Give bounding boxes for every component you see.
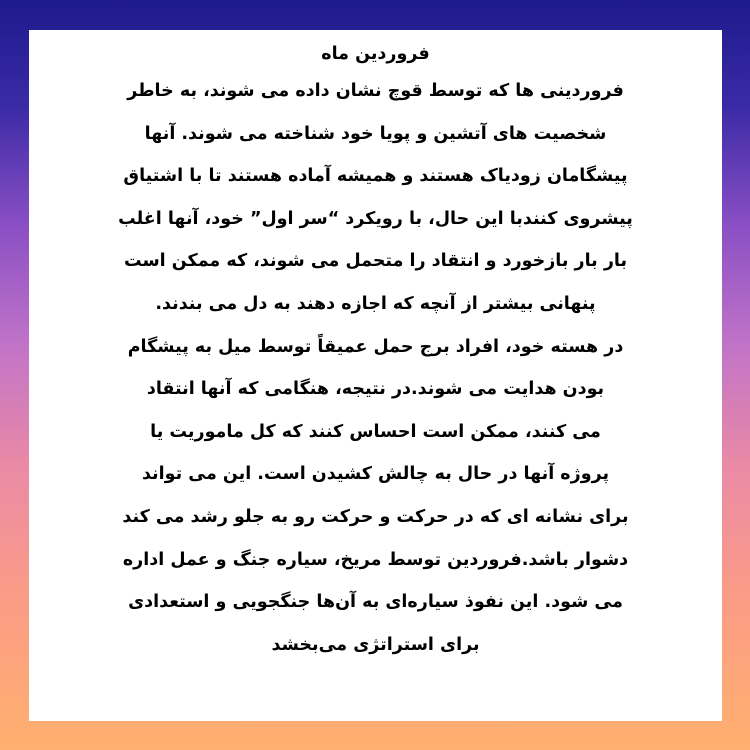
text-line-7: در هسته خود، افراد برج حمل عمیقاً توسط میل به پیشگام: [127, 336, 624, 357]
text-line-5: بار بار بازخورد و انتقاد را متحمل می شوند، که ممکن است: [123, 251, 628, 272]
text-line-6: پنهانی بیشتر از آنچه که اجازه دهند به دل می بندند.: [155, 293, 596, 314]
text-line-3: پیشگامان زودیاک هستند و همیشه آماده هستند تا با اشتیاق: [123, 166, 628, 187]
text-line-10: پروژه آنها در حال به چالش کشیدن است. این می تواند: [141, 464, 610, 485]
text-line-13: می شود. این نفوذ سیاره‌ای به آن‌ها جنگجویی و استعدادی: [128, 592, 623, 613]
text-line-11: برای نشانه ای که در حرکت و حرکت رو به جلو رشد می کند: [122, 506, 629, 527]
text-line-1: فروردینی ها که توسط قوچ نشان داده می شوند، به خاطر: [127, 81, 624, 101]
text-card: [29, 30, 722, 721]
post-title: فروردین ماه: [321, 44, 430, 64]
text-line-2: شخصیت های آتشین و پویا خود شناخته می شوند. آنها: [144, 123, 607, 144]
text-line-4: پیشروی کنندبا این حال، با رویکرد “سر اول” خود، آنها اغلب: [118, 208, 633, 229]
text-line-14: برای استراتژی می‌بخشد: [271, 634, 480, 655]
text-line-8: بودن هدایت می شوند.در نتیجه، هنگامی که آنها انتقاد: [146, 379, 605, 400]
text-line-9: می کنند، ممکن است احساس کنند که کل ماموریت یا: [150, 421, 601, 442]
text-line-12: دشوار باشد.فروردین توسط مریخ، سیاره جنگ و عمل اداره: [122, 549, 629, 570]
post-text: [29, 38, 722, 666]
